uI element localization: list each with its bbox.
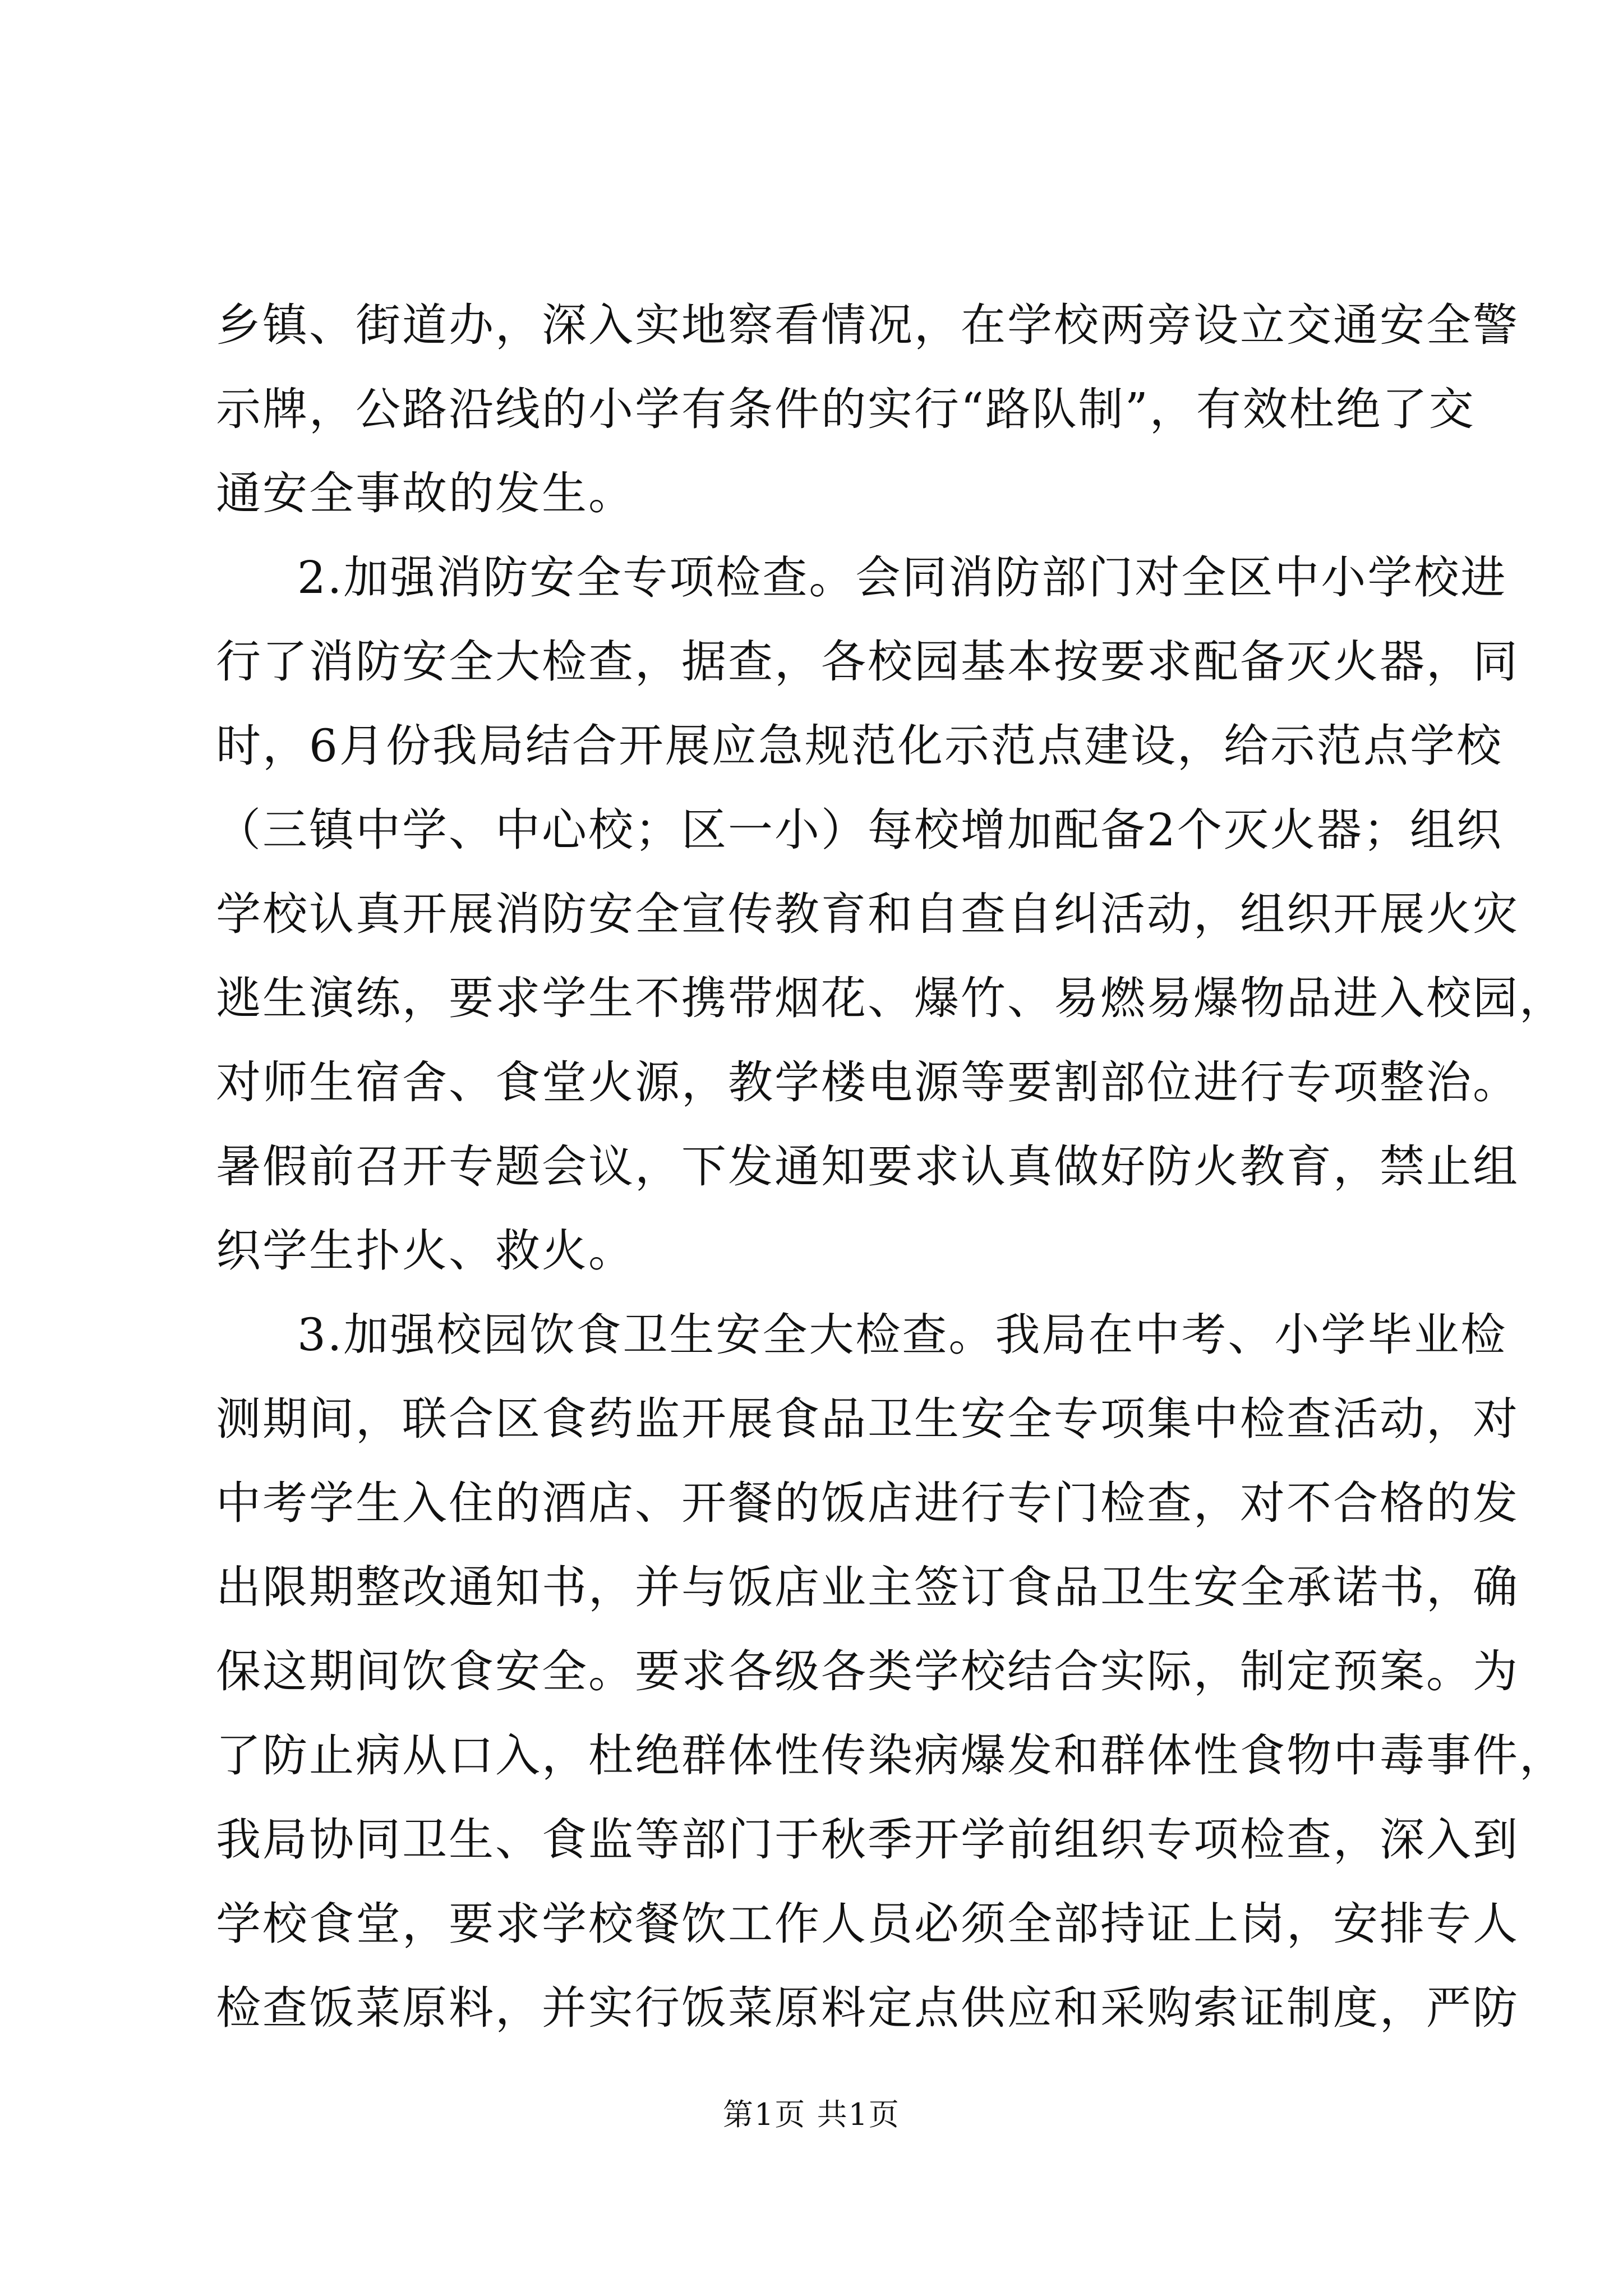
text-line: 暑假前召开专题会议，下发通知要求认真做好防火教育，禁止组 (216, 1140, 1519, 1193)
text-line: 检查饭菜原料，并实行饭菜原料定点供应和采购索证制度，严防 (216, 1982, 1519, 2034)
text-line: 我局协同卫生、食监等部门于秋季开学前组织专项检查，深入到 (216, 1814, 1519, 1866)
text-line: 通安全事故的发生。 (216, 467, 635, 519)
text-line: 乡镇、街道办，深入实地察看情况，在学校两旁设立交通安全警 (216, 299, 1519, 351)
text-line: 示牌，公路沿线的小学有条件的实行“路队制”，有效杜绝了交 (216, 383, 1476, 435)
text-line: 中考学生入住的酒店、开餐的饭店进行专门检查，对不合格的发 (216, 1477, 1519, 1529)
text-line: 了防止病从口入，杜绝群体性传染病爆发和群体性食物中毒事件， (216, 1729, 1566, 1782)
paragraph-2-first-line: 2.加强消防安全专项检查。会同消防部门对全区中小学校进 (297, 551, 1507, 604)
text-line: 时，6月份我局结合开展应急规范化示范点建设，给示范点学校 (216, 720, 1503, 772)
text-line: 对师生宿舍、食堂火源，教学楼电源等要割部位进行专项整治。 (216, 1056, 1519, 1108)
text-line: 出限期整改通知书，并与饭店业主签订食品卫生安全承诺书，确 (216, 1561, 1519, 1613)
text-line: 测期间，联合区食药监开展食品卫生安全专项集中检查活动，对 (216, 1393, 1519, 1445)
text-line: 保这期间饮食安全。要求各级各类学校结合实际，制定预案。为 (216, 1645, 1519, 1697)
text-line: 逃生演练，要求学生不携带烟花、爆竹、易燃易爆物品进入校园， (216, 972, 1566, 1024)
text-line: 行了消防安全大检查，据查，各校园基本按要求配备灭火器，同 (216, 636, 1519, 688)
text-line: 织学生扑火、救火。 (216, 1225, 635, 1277)
paragraph-3-first-line: 3.加强校园饮食卫生安全大检查。我局在中考、小学毕业检 (297, 1309, 1507, 1361)
text-line: （三镇中学、中心校；区一小）每校增加配备2个灭火器；组织 (216, 804, 1503, 856)
page-number-footer: 第1页 共1页 (723, 2097, 900, 2132)
text-line: 学校食堂，要求学校餐饮工作人员必须全部持证上岗，安排专人 (216, 1898, 1519, 1950)
text-line: 学校认真开展消防安全宣传教育和自查自纠活动，组织开展火灾 (216, 888, 1519, 940)
